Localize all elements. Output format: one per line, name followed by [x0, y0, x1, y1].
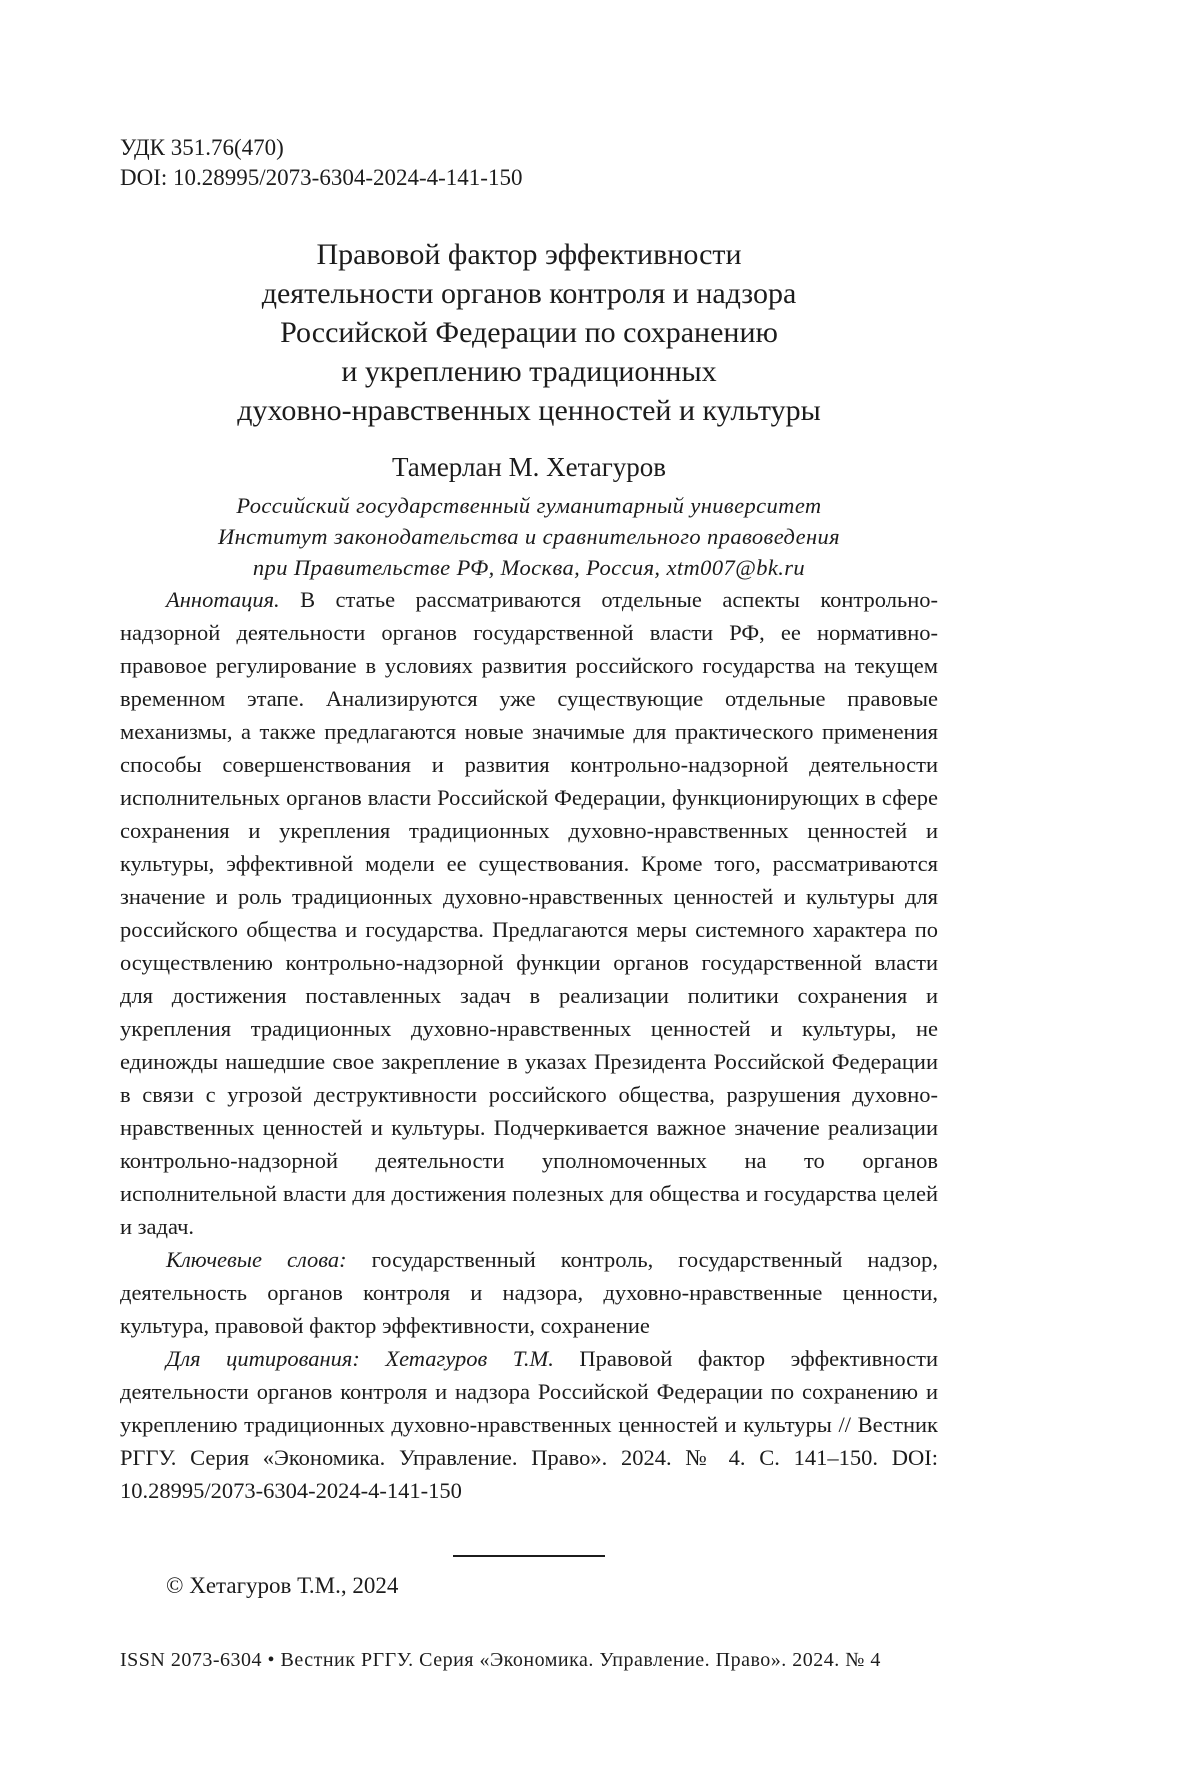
article-title: Правовой фактор эффективности деятельности органов контроля и надзора Российской Федерации по сохранению и укреплению традиционных духовно-нравственных ценностей и культуры [237, 238, 821, 427]
keywords-label: Ключевые слова: [166, 1247, 347, 1272]
doi-line: DOI: 10.28995/2073-6304-2024-4-141-150 [120, 165, 523, 190]
author-affiliation: Российский государственный гуманитарный университет Институт законодательства и сравнительного правоведения при Правительстве РФ, Москва, Россия, xtm007@bk.ru [217, 493, 841, 580]
abstract-label: Аннотация. [166, 587, 280, 612]
udc-line: УДК 351.76(470) [120, 135, 284, 160]
page-content [120, 0, 938, 1673]
article-meta [120, 133, 938, 193]
footer-issn-line: ISSN 2073-6304 • Вестник РГГУ. Серия «Экономика. Управление. Право». 2024. № 4 [120, 1649, 881, 1671]
keywords-text: государственный контроль, государственный надзор, деятельность органов контроля и надзора, духовно-нравственные ценности, культура, правовой фактор эффективности, сохранение [120, 1247, 938, 1338]
citation-text: Правовой фактор эффективности деятельности органов контроля и надзора Российской Федерации по сохранению и укреплению традиционных духовно-нравственных ценностей и культуры // Вестник РГГУ. Серия «Экономика. Управление. Право». 2024. № 4. С. 141–150. DOI: 10.28995/2073-6304-2024-4-141-150 [120, 1346, 938, 1503]
keywords-paragraph [120, 1243, 938, 1342]
abstract-paragraph [120, 583, 938, 1243]
citation-label: Для цитирования: Хетагуров Т.М. [166, 1346, 554, 1371]
citation-paragraph [120, 1342, 938, 1507]
author-name: Тамерлан М. Хетагуров [391, 452, 667, 482]
abstract-text: В статье рассматриваются отдельные аспекты контрольно-надзорной деятельности органов государственной власти РФ, ее нормативно-правовое регулирование в условиях развития российского государства на текущем временном этапе. Анализируются уже существующие отдельные правовые механизмы, а также предлагаются новые значимые для практического применения способы совершенствования и развития контрольно-надзорной деятельности исполнительных органов власти Российской Федерации, функционирующих в сфере сохранения и укрепления традиционных духовно-нравственных ценностей и культуры, эффективной модели ее существования. Кроме того, рассматриваются значение и роль традиционных духовно-нравственных ценностей и культуры для российского общества и государства. Предлагаются меры системного характера по осуществлению контрольно-надзорной функции органов государственной власти для достижения поставленных задач в реализации политики сохранения и укрепления традиционных духовно-нравственных ценностей и культуры, не единожды нашедшие свое закрепление в указах Президента Российской Федерации в связи с угрозой деструктивности российского общества, разрушения духовно-нравственных ценностей и культуры. Подчеркивается важное значение реализации контрольно-надзорной деятельности уполномоченных на то органов исполнительной власти для достижения полезных для общества и государства целей и задач. [120, 587, 939, 1239]
copyright-line: © Хетагуров Т.М., 2024 [166, 1573, 399, 1598]
footnote-separator-rule [453, 1555, 605, 1557]
